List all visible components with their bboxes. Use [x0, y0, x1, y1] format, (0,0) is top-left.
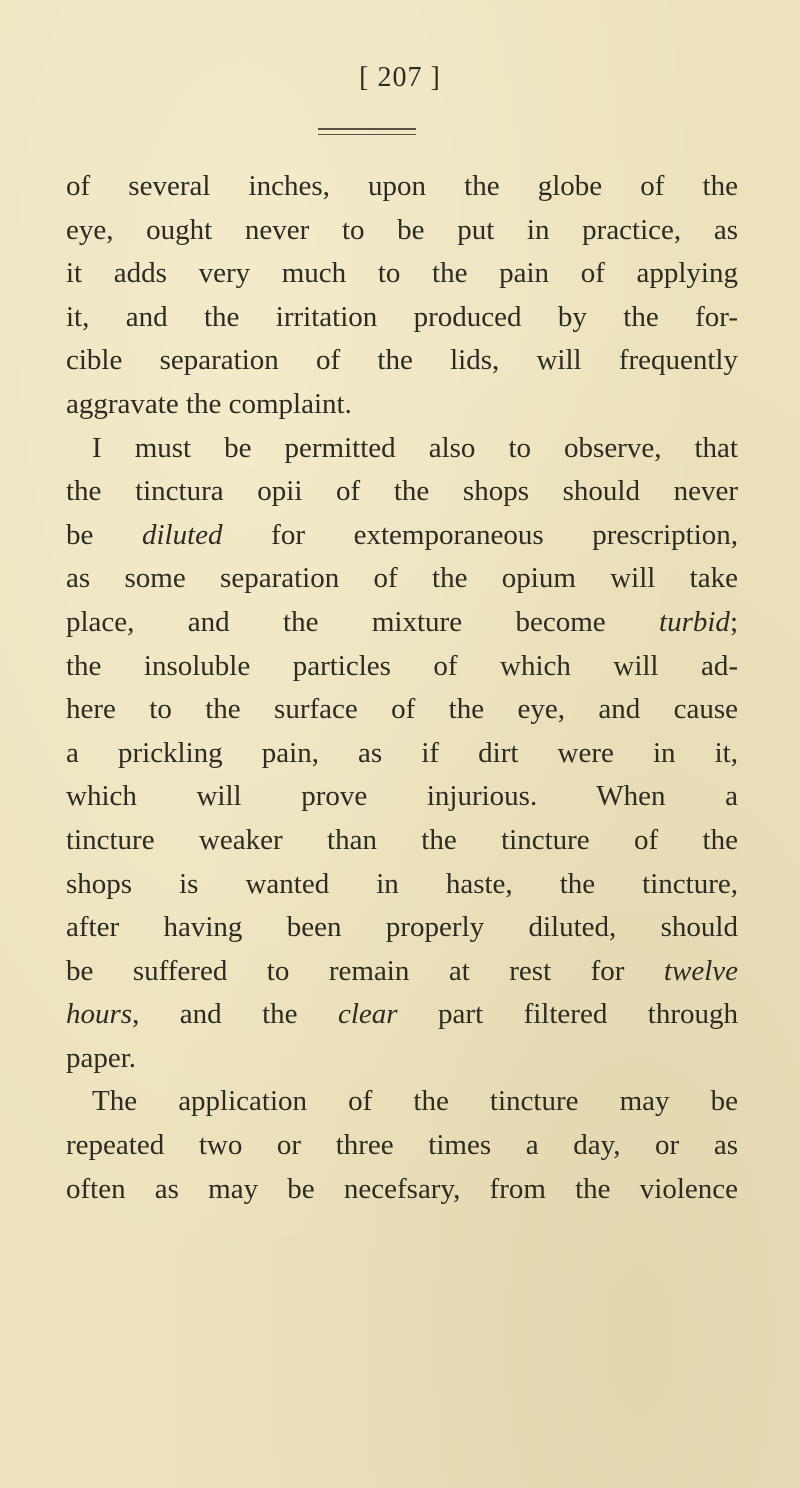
text-line	[66, 775, 738, 819]
text-line	[66, 165, 738, 209]
italic-text: diluted	[142, 518, 223, 551]
text-span: here to the surface of the eye, and cause	[66, 693, 738, 726]
text-span: I must be permitted also to observe, that	[92, 431, 738, 464]
italic-text: turbid	[659, 605, 730, 638]
text-span: a prickling pain, as if dirt were in it,	[66, 736, 738, 769]
italic-text: clear	[338, 998, 398, 1031]
text-span: after having been properly diluted, should	[66, 911, 738, 944]
text-span: which will prove injurious. When a	[66, 780, 738, 813]
text-line	[66, 688, 738, 732]
text-span: the insoluble particles of which will ad-	[66, 649, 738, 682]
text-span: aggravate the complaint.	[66, 387, 352, 420]
text-span: be suffered to remain at rest for	[66, 954, 664, 987]
text-line	[66, 906, 738, 950]
text-line	[66, 209, 738, 253]
text-span: as some separation of the opium will take	[66, 562, 738, 595]
text-line	[66, 645, 738, 689]
header-rule	[318, 128, 416, 135]
text-line	[66, 383, 738, 427]
text-span: place, and the mixture become	[66, 605, 660, 638]
text-line	[66, 1080, 738, 1124]
page-number: [ 207 ]	[359, 62, 441, 93]
text-span: repeated two or three times a day, or as	[66, 1129, 738, 1162]
italic-text: hours	[66, 998, 133, 1031]
text-span: it adds very much to the pain of applying	[66, 257, 738, 290]
text-span: often as may be necefsary, from the violence	[66, 1172, 738, 1205]
italic-text: twelve	[663, 954, 738, 987]
text-span: paper.	[66, 1041, 137, 1074]
text-span: the tinctura opii of the shops should never	[66, 475, 738, 508]
text-line	[66, 252, 738, 296]
text-span: shops is wanted in haste, the tincture,	[66, 867, 738, 900]
text-span: it, and the irritation produced by the for-	[66, 300, 738, 333]
text-span: part filtered through	[397, 998, 738, 1031]
text-span: The application of the tincture may be	[92, 1085, 738, 1118]
text-span: cible separation of the lids, will frequently	[66, 344, 738, 377]
text-line	[66, 732, 738, 776]
text-line	[66, 470, 738, 514]
text-line	[66, 1037, 738, 1081]
text-span: ;	[729, 605, 738, 638]
text-line	[66, 514, 738, 558]
body-text	[66, 165, 738, 1211]
text-span: , and the	[132, 998, 338, 1031]
text-line	[66, 819, 738, 863]
text-line	[66, 557, 738, 601]
text-span: be	[66, 518, 142, 551]
text-line	[66, 950, 738, 994]
text-line	[66, 993, 738, 1037]
text-line	[66, 296, 738, 340]
text-line	[66, 863, 738, 907]
text-span: of several inches, upon the globe of the	[66, 170, 738, 202]
text-line	[66, 427, 738, 471]
text-span: eye, ought never to be put in practice, as	[66, 213, 738, 246]
text-line	[66, 1168, 738, 1212]
text-span: for extemporaneous prescription,	[222, 518, 739, 551]
text-line	[66, 1124, 738, 1168]
text-span: tincture weaker than the tincture of the	[66, 823, 738, 856]
text-line	[66, 339, 738, 383]
text-line	[66, 601, 738, 645]
